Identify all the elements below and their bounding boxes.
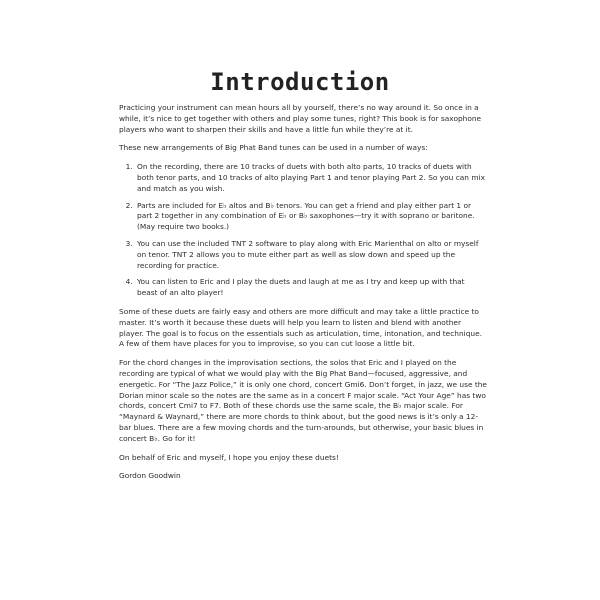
difficulty-paragraph: Some of these duets are fairly easy and others are more difficult and may take a little practice to master. It’s worth it because these duets will help you learn to listen and blend with another player. The goal is to focus on the essentials such as articulation, time, intonation, and technique. A few of them have places for you to improvise, so you can cut loose a little bit. [119, 306, 482, 349]
list-item: 2. Parts are included for E♭ altos and B♭ tenors. You can get a friend and play either part 1 or part 2 together in any combination of E♭ or B♭ saxophones—try it with soprano or baritone. (May require two books.) [135, 201, 487, 233]
body-text [119, 103, 487, 490]
intro-paragraph: Practicing your instrument can mean hours all by yourself, there’s no way around it. So once in a while, it’s nice to get together with others and play some tunes, right? This book is for saxophone players who want to sharpen their skills and have a little fun while they’re at it. [119, 103, 482, 134]
usage-lead-paragraph: These new arrangements of Big Phat Band tunes can be used in a number of ways: [119, 143, 428, 153]
list-item: 1. On the recording, there are 10 tracks of duets with both alto parts, 10 tracks of duets with both tenor parts, and 10 tracks of alto playing Part 1 and tenor playing Part 2. So you can mix and match as you wish. [135, 162, 487, 194]
closing-paragraph: On behalf of Eric and myself, I hope you enjoy these duets! [119, 452, 339, 462]
list-item: 3. You can use the included TNT 2 software to play along with Eric Marienthal on alto or myself on tenor. TNT 2 allows you to mute either part as well as slow down and speed up the recording for practice. [135, 239, 487, 271]
author-signature: Gordon Goodwin [119, 471, 181, 481]
chord-changes-paragraph: For the chord changes in the improvisation sections, the solos that Eric and I played on the recording are typical of what we would play with the Big Phat Band—focused, aggressive, and energetic. For “The Jazz Police,” it is only one chord, concert Gmi6. Don’t forget, in jazz, we use the Dorian minor scale so the notes are the same as in a concert F major scale. “Act Your Age” has two chords, concert Cmi7 to F7. Both of these chords use the same scale, the B♭ major scale. For “Maynard & Waynard,” there are more chords to think about, but the good news is it’s only a 12-bar blues. There are a few moving chords and the turn-arounds, but otherwise, your basic blues in concert B♭. Go for it! [119, 358, 487, 443]
page-title: Introduction [210, 68, 390, 96]
list-item: 4. You can listen to Eric and I play the duets and laugh at me as I try and keep up with that beast of an alto player! [135, 277, 487, 299]
usage-list [119, 162, 487, 299]
